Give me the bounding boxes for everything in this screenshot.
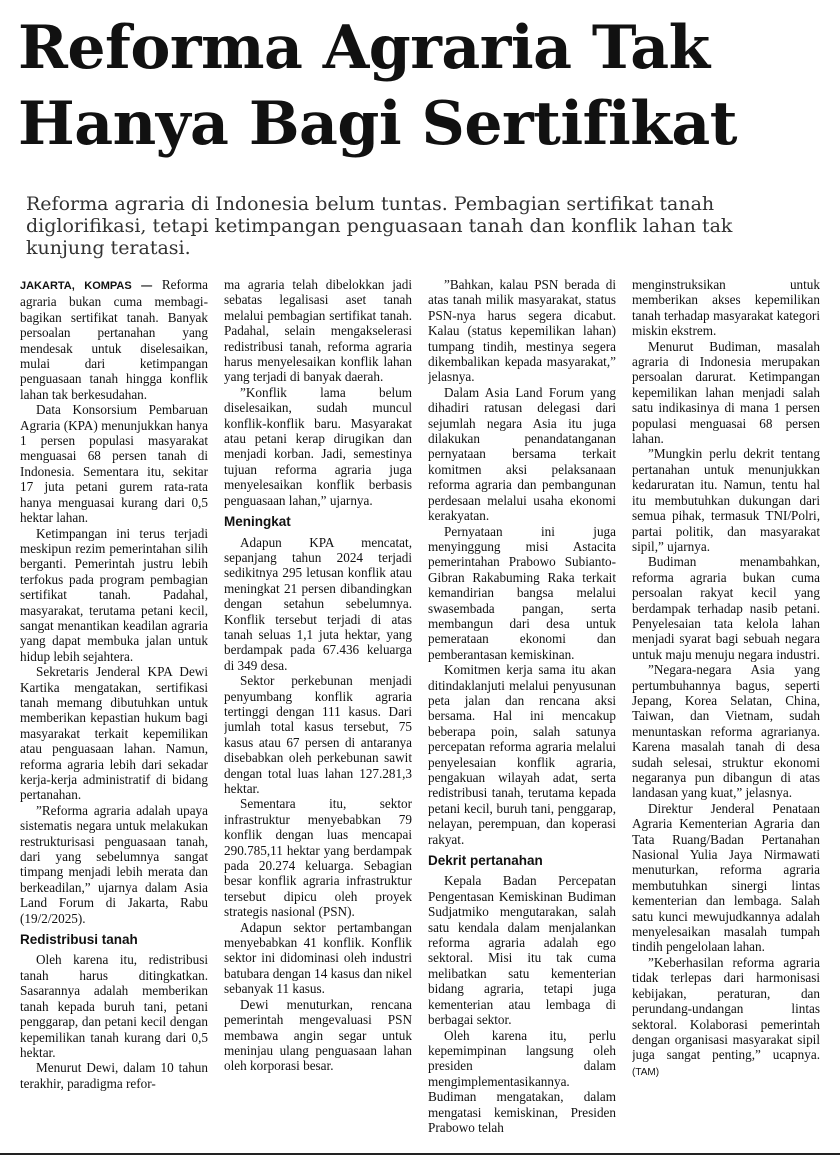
paragraph: Pernyataan ini juga menyinggung misi Astacita pemerintahan Prabowo Subianto-Gibran Rakabuming Raka terkait kemandirian bangsa melalui swasembada pangan, serta membangun dari desa untuk pemerataan ekonomi dan pemberantasan kemiskinan.	[428, 523, 616, 662]
paragraph: Kepala Badan Percepatan Pengentasan Kemiskinan Budiman Sudjatmiko mengutarakan, salah satu kendala dalam menjalankan reforma agraria adalah ego sektoral. Misi itu tak cuma melibatkan satu kementerian bidang agraria, tetapi juga kementerian atau lembaga di berbagai sektor.	[428, 873, 616, 1028]
bottom-rule	[0, 1153, 840, 1155]
paragraph: Adapun sektor pertambangan menyebabkan 41 konflik. Konflik sektor ini didominasi oleh industri batubara dengan 14 kasus dan nikel sebanyak 11 kasus.	[224, 919, 412, 997]
deck: Reforma agraria di Indonesia belum tuntas. Pembagian sertifikat tanah diglorifikasi, tetapi ketimpangan penguasaan tanah dan konflik lahan tak kunjung teratasi.	[26, 193, 733, 259]
subheading: Dekrit pertanahan	[428, 853, 543, 869]
paragraph: Komitmen kerja sama itu akan ditindaklanjuti melalui penyusunan peta jalan dan rencana aksi bersama. Hal ini mencakup beberapa poin, salah satunya percepatan reforma agraria melalui penyelesaian konflik agraria, pengakuan wilayah adat, serta redistribusi tanah, terutama kepada petani kecil, buruh tani, penggarap, nelayan, perempuan, dan koperasi rakyat.	[428, 662, 616, 847]
paragraph: menginstruksikan untuk memberikan akses kepemilikan tanah terhadap masyarakat kategori miskin ekstrem.	[632, 277, 820, 339]
paragraph: ”Konflik lama belum diselesaikan, sudah muncul konflik-konflik baru. Masyarakat atau petani kerap dirugikan dan menjadi korban. Jadi, semestinya tujuan reforma agraria juga menyelesaikan konflik berbasis penguasaan lahan,” ujarnya.	[224, 384, 412, 508]
paragraph: ”Reforma agraria adalah upaya sistematis negara untuk melakukan restrukturisasi penguasaan tanah, dari yang sebelumnya sangat timpang menjadi lebih merata dan berkeadilan,” ujarnya dalam Asia Land Forum di Jakarta, Rabu (19/2/2025).	[20, 802, 208, 926]
paragraph: Ketimpangan ini terus terjadi meskipun rezim pemerintahan silih berganti. Pemerintah justru lebih terfokus pada program pembagian sertifikat tanah. Padahal, masyarakat, terutama petani kecil, sangat menantikan keadilan agraria yang dapat membuka jalan untuk hidup lebih sejahtera.	[20, 525, 208, 664]
paragraph: ”Negara-negara Asia yang pertumbuhannya bagus, seperti Jepang, Korea Selatan, China, Taiwan, dan Vietnam, sudah menuntaskan reforma agrarianya. Karena masalah tanah di desa sudah selesai, struktur ekonomi negaranya pun dibangun di atas landasan yang kuat,” jelasnya.	[632, 662, 820, 801]
paragraph: Sekretaris Jenderal KPA Dewi Kartika mengatakan, sertifikasi tanah memang dibutuhkan untuk memberikan kepastian hukum bagi masyarakat terkait kepemilikan atau penguasaan lahan. Namun, reforma agraria lebih dari sekadar kerja-kerja administratif di bidang pertanahan.	[20, 664, 208, 803]
column-2	[224, 277, 412, 1149]
subheading: Meningkat	[224, 514, 291, 530]
paragraph	[20, 277, 208, 402]
article-body	[20, 277, 820, 1149]
paragraph: Sektor perkebunan menjadi penyumbang konflik agraria tertinggi dengan 111 kasus. Dari jumlah total kasus tersebut, 75 kasus atau 67 persen di antaranya disebabkan oleh perkebunan sawit dengan total luas lahan 127.281,3 hektar.	[224, 673, 412, 796]
paragraph: Dalam Asia Land Forum yang dihadiri ratusan delegasi dari sejumlah negara Asia itu juga dilakukan penandatanganan pernyataan bersama terkait komitmen aksi pelaksanaan reforma agraria dan pembangunan perdesaan melalui usaha ekonomi kerakyatan.	[428, 384, 616, 524]
paragraph: ”Bahkan, kalau PSN berada di atas tanah milik masyarakat, status PSN-nya harus segera dicabut. Kalau (status kepemilikan lahan) tumpang tindih, mestinya segera dikembalikan kepada masyarakat,” jelasnya.	[428, 277, 616, 385]
paragraph-text: ”Keberhasilan reforma agraria tidak terlepas dari harmonisasi kebijakan, peraturan, dan perundang-undangan lintas sektoral. Kolaborasi pemerintah dengan organisasi masyarakat sipil juga sangat penting,” ucapnya.	[632, 954, 820, 1063]
column-1	[20, 277, 208, 1149]
dateline: JAKARTA, KOMPAS —	[20, 280, 153, 292]
subheading: Redistribusi tanah	[20, 932, 138, 948]
author-credit: (TAM)	[632, 1066, 660, 1078]
paragraph: Direktur Jenderal Penataan Agraria Kementerian Agraria dan Tata Ruang/Badan Pertanahan Nasional Yulia Jaya Nirmawati menuturkan, reforma agraria membutuhkan sinergi lintas kementerian dan lembaga. Salah satu kunci mewujudkannya adalah menyelesaikan masalah tumpah tindih pengelolaan lahan.	[632, 800, 820, 955]
paragraph: ma agraria telah dibelokkan jadi sebatas legalisasi aset tanah melalui pembagian sertifikat tanah. Padahal, selain mengakselerasi redistribusi tanah, reforma agraria harus menyelesaikan konflik lahan yang terjadi di banyak daerah.	[224, 277, 412, 385]
paragraph: Oleh karena itu, redistribusi tanah harus ditingkatkan. Sasarannya adalah memberikan tanah kepada buruh tani, petani penggarap, dan petani kecil dengan kepemilikan tanah kurang dari 0,5 hektar.	[20, 952, 208, 1060]
paragraph: Adapun KPA mencatat, sepanjang tahun 2024 terjadi sedikitnya 295 letusan konflik atau meningkat 21 persen dibandingkan dengan setahun sebelumnya. Konflik tersebut terjadi di atas tanah seluas 1,1 juta hektar, yang berdampak pada 67.436 keluarga di 349 desa.	[224, 534, 412, 673]
paragraph: Menurut Dewi, dalam 10 tahun terakhir, paradigma refor-	[20, 1060, 208, 1091]
paragraph: Data Konsorsium Pembaruan Agraria (KPA) menunjukkan hanya 1 persen populasi masyarakat menguasai 68 persen tanah di Indonesia. Sementara itu, sekitar 17 juta petani gurem rata-rata hanya menguasai kurang dari 0,5 hektar lahan.	[20, 402, 208, 526]
paragraph: Budiman menambahkan, reforma agraria bukan cuma persoalan rakyat kecil yang berdampak terhadap nasib petani. Penyelesaian tata kelola lahan menjadi syarat bagi sebuah negara untuk maju menuju negara industri.	[632, 554, 820, 662]
paragraph: Menurut Budiman, masalah agraria di Indonesia merupakan persoalan darurat. Ketimpangan kepemilikan lahan menjadi salah satu indikasinya di mana 1 persen populasi menguasai 68 persen lahan.	[632, 338, 820, 447]
headline: Reforma Agraria Tak Hanya Bagi Sertifikat	[18, 13, 737, 159]
paragraph: Oleh karena itu, perlu kepemimpinan langsung oleh presiden dalam mengimplementasikannya. Budiman mengatakan, dalam mengatasi kemiskinan, Presiden Prabowo telah	[428, 1027, 616, 1135]
paragraph: ”Mungkin perlu dekrit tentang pertanahan untuk menunjukkan kedaruratan itu. Namun, tentu hal itu membutuhkan dukungan dari semua pihak, termasuk TNI/Polri, partai politik, dan masyarakat sipil,” ujarnya.	[632, 446, 820, 554]
paragraph	[632, 955, 820, 1080]
paragraph: Dewi menuturkan, rencana pemerintah mengevaluasi PSN membawa angin segar untuk meninjau ulang penguasaan lahan oleh korporasi besar.	[224, 996, 412, 1074]
column-4	[632, 277, 820, 1149]
paragraph-text: Reforma agraria bukan cuma membagi-bagikan sertifikat tanah. Banyak persoalan pertanahan yang mendesak untuk diselesaikan, mulai dari ketimpangan penguasaan tanah hingga konflik lahan tak berkesudahan.	[20, 277, 208, 402]
column-3	[428, 277, 616, 1149]
paragraph: Sementara itu, sektor infrastruktur menyebabkan 79 konflik dengan luas mencapai 290.785,11 hektar yang berdampak pada 20.274 keluarga. Sebagian besar konflik agraria infrastruktur tersebut dipicu oleh proyek strategis nasional (PSN).	[224, 796, 412, 920]
